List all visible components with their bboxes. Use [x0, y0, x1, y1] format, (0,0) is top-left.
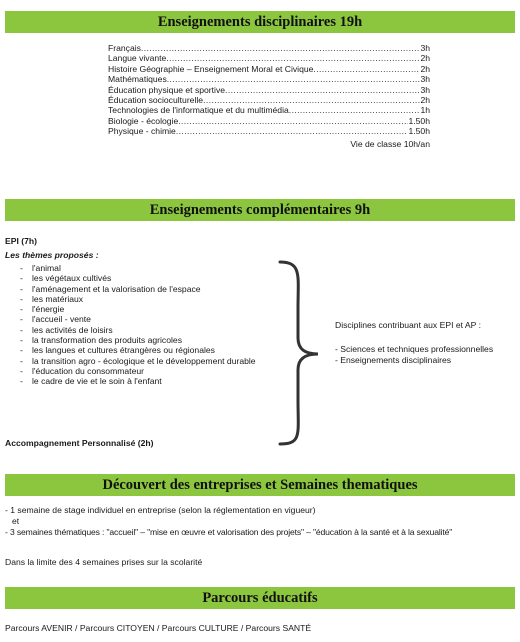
row-label: Éducation socioculturelle [108, 95, 204, 106]
row-value: 1.50h [408, 115, 430, 126]
list-item: - l'énergie [20, 304, 256, 314]
stage-line: - 1 semaine de stage individuel en entreprise (selon la réglementation en vigueur) [5, 505, 316, 515]
row-label: Mathématiques [108, 74, 167, 85]
themes-list [20, 263, 256, 387]
row-label: Biologie - écologie [108, 115, 179, 126]
row-label: Éducation physique et sportive [108, 84, 226, 95]
section-header-complementaires: Enseignements complémentaires 9h [5, 199, 515, 221]
row-value: 2h [420, 53, 430, 64]
list-item: - la transition agro - écologique et le développement durable [20, 356, 256, 366]
list-item: - l'animal [20, 263, 256, 273]
et-line: et [12, 516, 20, 526]
list-item: - l'accueil - vente [20, 314, 256, 324]
list-item: - l'éducation du consommateur [20, 366, 256, 376]
epi-label: EPI (7h) [5, 236, 37, 246]
row-label: Langue vivante [108, 53, 167, 64]
list-item: - les activités de loisirs [20, 325, 256, 335]
disciplines-item: - Enseignements disciplinaires [335, 355, 452, 365]
disciplines-item: - Sciences et techniques professionnelles [335, 344, 494, 354]
row-label: Français [108, 43, 141, 53]
row-value: 3h [420, 84, 430, 95]
parcours-line: Parcours AVENIR / Parcours CITOYEN / Parcours CULTURE / Parcours SANTÉ [5, 623, 312, 633]
curly-brace-icon [276, 258, 326, 448]
section-header-decouverte: Découvert des entreprises et Semaines thematiques [5, 474, 515, 496]
vie-de-classe: Vie de classe 10h/an [350, 139, 430, 149]
section-header-disciplinaires: Enseignements disciplinaires 19h [5, 11, 515, 33]
row-value: 2h [420, 63, 430, 74]
disciplines-intro: Disciplines contribuant aux EPI et AP : [335, 320, 482, 330]
row-label: Physique - chimie [108, 126, 176, 137]
list-item: - l'aménagement et la valorisation de l'espace [20, 284, 256, 294]
list-item: - les matériaux [20, 294, 256, 304]
ap-label: Accompagnement Personnalisé (2h) [5, 438, 154, 448]
list-item: - le cadre de vie et le soin à l'enfant [20, 376, 256, 386]
list-item: - les langues et cultures étrangères ou régionales [20, 345, 256, 355]
list-item: - les végétaux cultivés [20, 273, 256, 283]
row-label: Technologies de l'informatique et du multimédia [108, 105, 289, 116]
disciplines-list [108, 43, 430, 137]
themes-label: Les thèmes proposés : [5, 250, 99, 260]
row-value: 3h [420, 74, 430, 85]
row-value: 1.50h [408, 126, 430, 137]
limite-line: Dans la limite des 4 semaines prises sur la scolarité [5, 557, 203, 567]
row-value: 3h [420, 43, 430, 53]
semaines-line: - 3 semaines thématiques : "accueil" – "mise en œuvre et valorisation des projets" – "éducation à la santé et à la sexualité" [5, 527, 453, 537]
section-header-parcours: Parcours éducatifs [5, 587, 515, 609]
row-value: 2h [420, 95, 430, 106]
row-label: Histoire Géographie – Enseignement Moral et Civique [108, 63, 314, 74]
row-value: 1h [420, 105, 430, 116]
list-item: - la transformation des produits agricoles [20, 335, 256, 345]
